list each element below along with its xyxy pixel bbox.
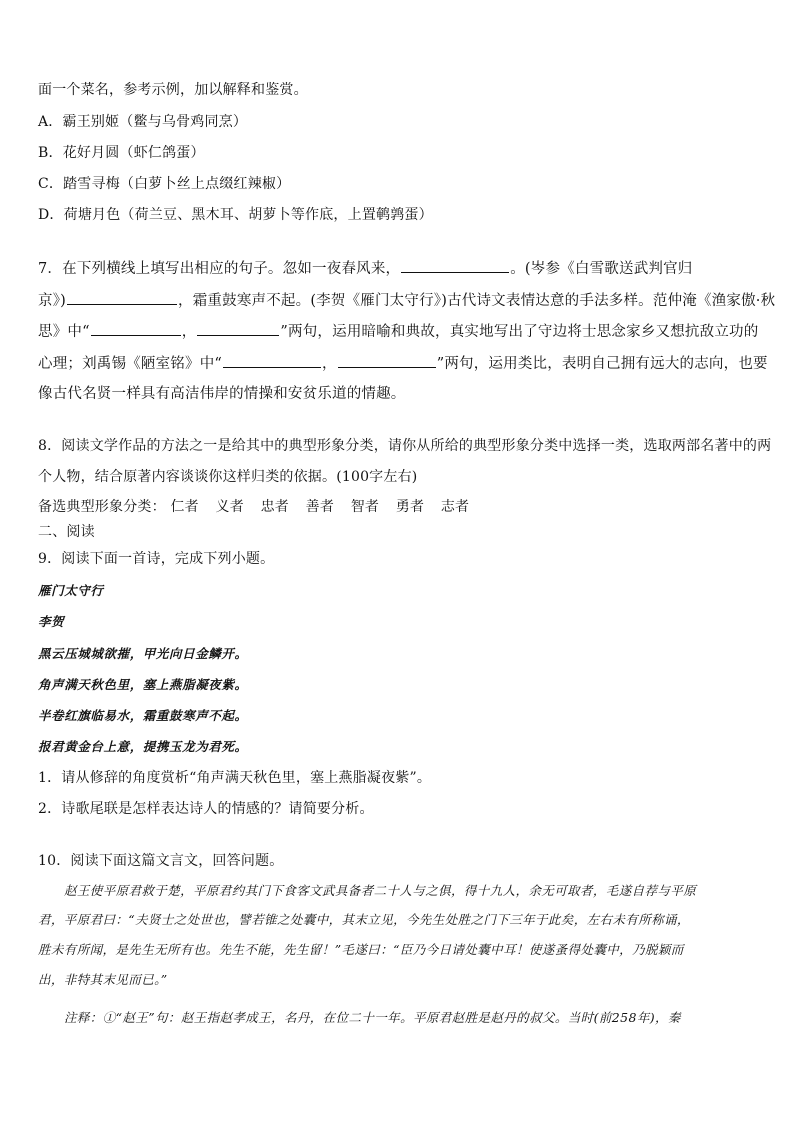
passage-line: 君，平原君曰：“夫贤士之处世也，譬若锥之处囊中，其末立见，今先生处胜之门下三年于此矣，左右未有所称诵， (38, 912, 690, 927)
poem-line: 报君黄金台上意，提携玉龙为君死。 (38, 739, 248, 754)
passage-note: 注释：①“赵王”句：赵王指赵孝成王，名丹，在位二十一年。平原君赵胜是赵丹的叔父。当时(前258年)，秦 (64, 1010, 681, 1025)
q7-line-4 (38, 353, 768, 374)
poem-author: 李贺 (38, 614, 65, 629)
q9-sub-question-1: 1．请从修辞的角度赏析“角声满天秋色里，塞上燕脂凝夜紫”。 (38, 770, 432, 786)
q6-intro: 面一个菜名，参考示例，加以解释和鉴赏。 (38, 82, 308, 98)
q7-text: ， (181, 324, 197, 340)
poem-title: 雁门太守行 (38, 583, 104, 598)
passage-line: 胜未有所闻，是先生无所有也。先生不能，先生留！”毛遂曰：“臣乃今日请处囊中耳！使遂蚤得处囊中，乃脱颖而 (38, 942, 684, 957)
fill-in-blank[interactable] (223, 353, 321, 368)
q7-text: 京》) (38, 293, 67, 309)
type-option: 智者 (350, 499, 380, 515)
q7-text: ”两句，运用类比，表明自己拥有远大的志向，也要 (436, 356, 768, 372)
q8-line-1: 8．阅读文学作品的方法之一是给其中的典型形象分类，请你从所给的典型形象分类中选择一类，选取两部名著中的两 (38, 438, 772, 454)
q7-text: 7．在下列横线上填写出相应的句子。忽如一夜春风来， (38, 261, 401, 277)
q7-line-2 (38, 290, 775, 311)
fill-in-blank[interactable] (401, 258, 509, 273)
q10-intro: 10．阅读下面这篇文言文，回答问题。 (38, 853, 284, 869)
q8-line-2: 个人物，结合原著内容谈谈你这样归类的依据。(100字左右) (38, 469, 418, 485)
type-option: 志者 (440, 499, 470, 515)
type-option: 义者 (215, 499, 244, 515)
q7-text: 思》中“ (38, 324, 90, 340)
q6-option-b: B．花好月圆（虾仁鸽蛋） (38, 145, 205, 161)
fill-in-blank[interactable] (197, 321, 279, 336)
q6-option-d: D．荷塘月色（荷兰豆、黑木耳、胡萝卜等作底，上置鹌鹑蛋） (38, 207, 433, 223)
type-option: 仁者 (170, 499, 199, 515)
fill-in-blank[interactable] (67, 290, 177, 305)
passage-line: 赵王使平原君救于楚，平原君约其门下食客文武具备者二十人与之俱，得十九人，余无可取者，毛遂自荐与平原 (64, 883, 697, 898)
poem-line: 黑云压城城欲摧，甲光向日金鳞开。 (38, 646, 248, 661)
q7-text: ，霜重鼓寒声不起。(李贺《雁门太守行》)古代诗文表情达意的手法多样。范仲淹《渔家傲·秋 (178, 293, 776, 309)
type-option: 勇者 (395, 499, 425, 515)
q7-text: 心理；刘禹锡《陋室铭》中“ (38, 356, 223, 372)
q9-intro: 9．阅读下面一首诗，完成下列小题。 (38, 551, 275, 567)
fill-in-blank[interactable] (91, 321, 181, 336)
q9-sub-question-2: 2．诗歌尾联是怎样表达诗人的情感的？请简要分析。 (38, 801, 374, 817)
q7-line-1 (38, 258, 693, 279)
q8-types-label: 备选典型形象分类： (38, 499, 166, 515)
type-option: 善者 (305, 499, 335, 515)
q8-types-row (38, 497, 469, 517)
q7-line-5: 像古代名贤一样具有高洁伟岸的情操和安贫乐道的情趣。 (38, 386, 406, 402)
section-heading: 二、阅读 (38, 524, 95, 540)
q7-line-3 (38, 321, 758, 342)
q7-text: ， (322, 356, 337, 372)
poem-line: 半卷红旗临易水，霜重鼓寒声不起。 (38, 708, 248, 723)
passage-line: 出，非特其末见而已。” (38, 972, 168, 987)
q6-option-c: C．踏雪寻梅（白萝卜丝上点缀红辣椒） (38, 176, 291, 192)
q7-text: ”两句，运用暗喻和典故，真实地写出了守边将士思念家乡又想抗敌立功的 (280, 324, 759, 340)
q6-option-a: A．霸王别姬（鳖与乌骨鸡同烹） (38, 114, 248, 130)
q7-text: 。(岑参《白雪歌送武判官归 (510, 261, 693, 277)
type-option: 忠者 (260, 499, 289, 515)
poem-line: 角声满天秋色里，塞上燕脂凝夜紫。 (38, 677, 248, 692)
fill-in-blank[interactable] (338, 353, 436, 368)
